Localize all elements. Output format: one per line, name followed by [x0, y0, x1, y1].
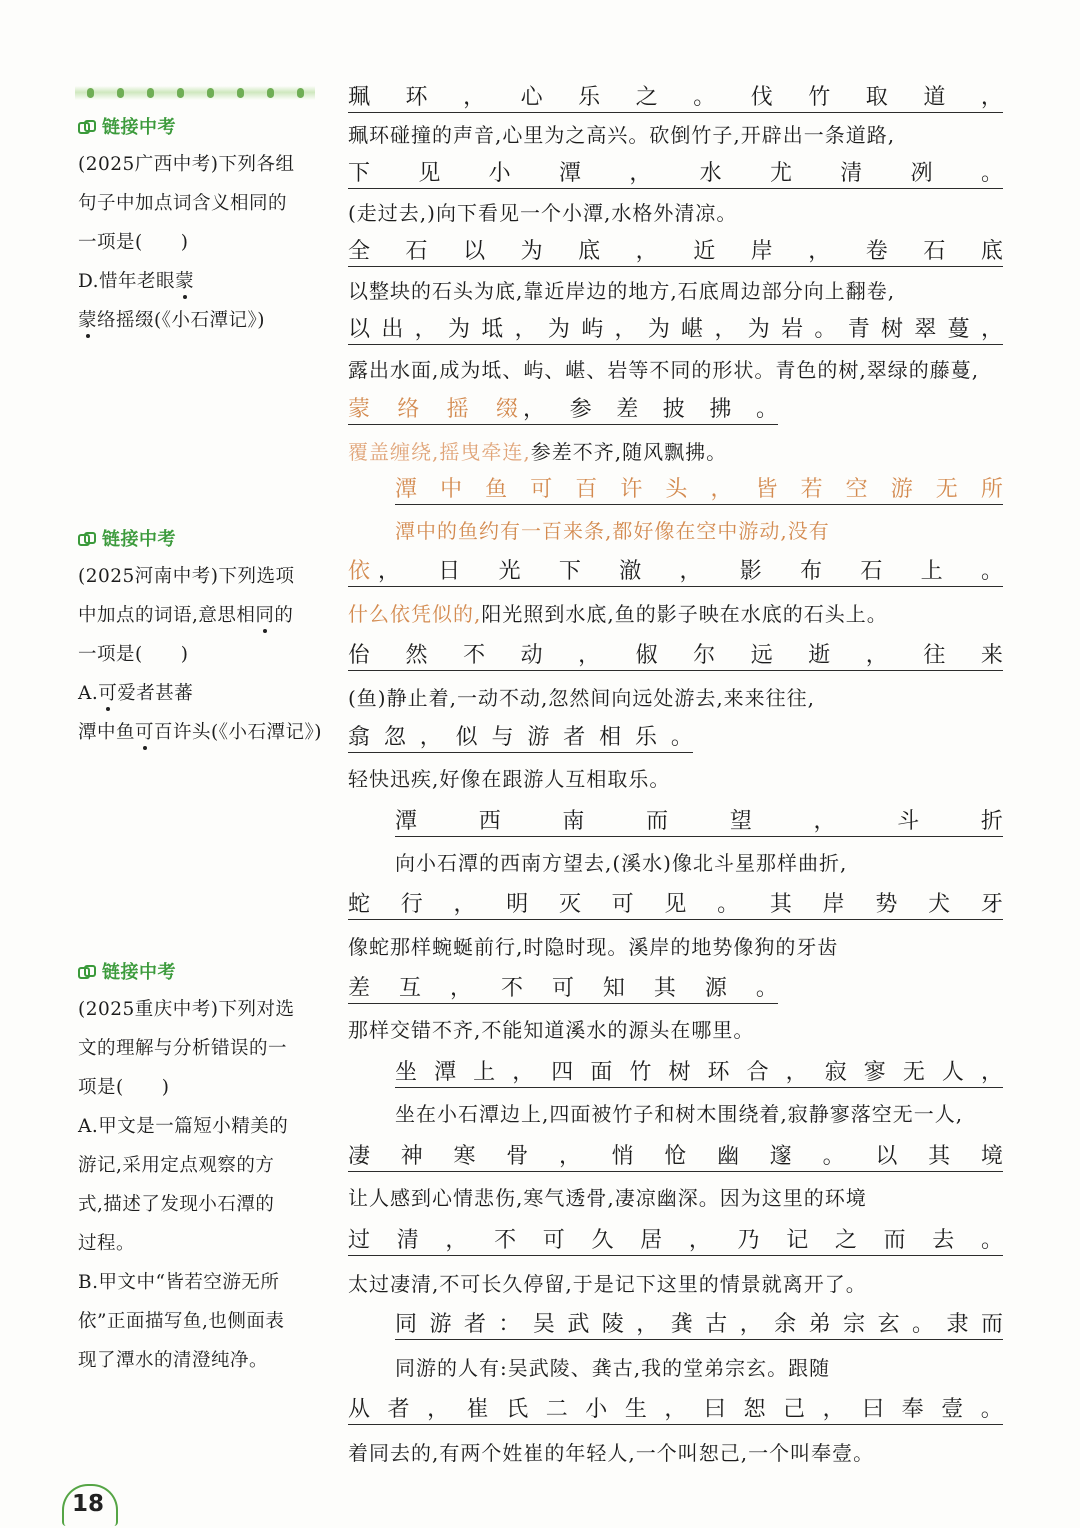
text-char: 差: [616, 397, 639, 422]
text-char: 俶: [635, 643, 658, 668]
text-char: ，: [980, 1060, 1003, 1085]
text-char: ，: [414, 317, 437, 342]
emphasis-dot-char: 蒙: [78, 301, 97, 340]
text-char: 居: [640, 1228, 663, 1253]
translation-line: 像蛇那样蜿蜒前行,时隐时现。溪岸的地势像狗的牙齿: [348, 934, 839, 959]
text-char: 嵁: [681, 317, 704, 342]
emphasis-dot-char: 同: [255, 596, 274, 635]
text-char: 尤: [769, 161, 792, 186]
text-char: 底: [980, 239, 1003, 264]
text-char: 以: [875, 1144, 898, 1169]
text-char: ，: [514, 317, 537, 342]
text-char: 竹: [808, 85, 831, 110]
text-char: 二: [545, 1397, 568, 1422]
translation-line: 珮环碰撞的声音,心里为之高兴。砍倒竹子,开辟出一条道路,: [348, 122, 896, 147]
text-char: ，: [523, 397, 546, 422]
text-char: 动: [520, 643, 543, 668]
text-char: 忽: [383, 725, 406, 750]
translation-line: 同游的人有:吴武陵、龚古,我的堂弟宗玄。跟随: [395, 1355, 831, 1380]
text-char: 相: [599, 725, 622, 750]
text-char: 可: [530, 477, 553, 502]
text-char: 以: [348, 317, 371, 342]
original-line: [348, 155, 1003, 189]
text-char: 西: [478, 809, 501, 834]
text-char: 吴: [532, 1312, 555, 1337]
text-char: 其: [653, 976, 676, 1001]
text-char: ，: [449, 976, 472, 1001]
text-char: ，: [785, 1060, 808, 1085]
text-char: 乐: [578, 85, 601, 110]
text-char: 络: [397, 397, 420, 422]
text-char: 势: [875, 892, 898, 917]
text-char: 为: [447, 317, 470, 342]
text-char: 南: [562, 809, 585, 834]
text-char: 若: [800, 477, 823, 502]
text-char: 皆: [755, 477, 778, 502]
text-char: ，: [710, 477, 733, 502]
text-char: ，: [578, 643, 601, 668]
text-char: 乃: [737, 1228, 760, 1253]
text-char: 远: [750, 643, 773, 668]
original-line: [348, 719, 693, 753]
text-char: 恕: [743, 1397, 766, 1422]
translation-line: 潭中的鱼约有一百来条,都好像在空中游动,没有: [395, 518, 830, 543]
translation-line: 向小石潭的西南方望去,(溪水)像北斗星那样曲折,: [395, 850, 848, 875]
emphasis-dot-char: 可: [98, 674, 117, 713]
text-char: ，: [714, 317, 737, 342]
translation-line: 以整块的石头为底,靠近岸边的地方,石底周边部分向上翻卷,: [348, 278, 896, 303]
text-char: 明: [506, 892, 529, 917]
text-char: ：: [498, 1312, 521, 1337]
text-char: ，: [453, 892, 476, 917]
text-char: 为: [647, 317, 670, 342]
text-char: ，: [427, 1397, 450, 1422]
text-char: 屿: [581, 317, 604, 342]
text-char: 坐: [395, 1060, 418, 1085]
translation-line: 着同去的,有两个姓崔的年轻人,一个叫恕己,一个叫奉壹。: [348, 1440, 875, 1465]
text-char: 余: [774, 1312, 797, 1337]
link-icon: [78, 532, 96, 548]
text-char: 光: [498, 559, 521, 584]
text-char: 心: [520, 85, 543, 110]
original-line: [395, 1054, 1003, 1088]
text-char: 氏: [506, 1397, 529, 1422]
text-char: 四: [551, 1060, 574, 1085]
text-char: 者: [563, 725, 586, 750]
original-line: [348, 970, 778, 1004]
text-char: 环: [707, 1060, 730, 1085]
text-char: 者: [387, 1397, 410, 1422]
text-char: 崔: [466, 1397, 489, 1422]
text-char: 下: [348, 161, 371, 186]
text-char: 小: [585, 1397, 608, 1422]
text-char: ，: [378, 559, 401, 584]
text-char: 从: [348, 1397, 371, 1422]
highlight-phrase: [348, 392, 518, 423]
text-char: 全: [348, 239, 371, 264]
text-char: 隶: [946, 1312, 969, 1337]
text-char: 潭: [395, 477, 418, 502]
text-char: ，: [980, 85, 1003, 110]
text-char: 岩: [781, 317, 804, 342]
text-char: 。: [980, 1228, 1003, 1253]
text-char: 所: [980, 477, 1003, 502]
text-char: 取: [865, 85, 888, 110]
text-char: 龚: [670, 1312, 693, 1337]
text-char: 鱼: [485, 477, 508, 502]
text-char: 。: [912, 1312, 935, 1337]
translation-line: (鱼)静止着,一动不动,忽然间向远处游去,来来往往,: [348, 685, 816, 710]
text-char: ，: [614, 317, 637, 342]
text-char: 中: [440, 477, 463, 502]
original-line: [348, 79, 1003, 113]
option-a: A.可爱者甚蕃: [78, 674, 328, 713]
text-char: 无: [935, 477, 958, 502]
text-char: 过: [348, 1228, 371, 1253]
text-char: 怆: [664, 1144, 687, 1169]
text-char: 记: [786, 1228, 809, 1253]
text-char: 尔: [693, 643, 716, 668]
text-char: ，: [980, 317, 1003, 342]
text-char: 清: [840, 161, 863, 186]
text-char: 而: [883, 1228, 906, 1253]
text-char: 竹: [629, 1060, 652, 1085]
text-char: 树: [668, 1060, 691, 1085]
text-char: 为: [747, 317, 770, 342]
text-char: 。: [755, 397, 778, 422]
text-char: 见: [664, 892, 687, 917]
link-icon: [78, 120, 96, 136]
translation-line: 覆盖缠绕,摇曳牵连, 参差不齐,随风飘拂。: [348, 430, 1003, 470]
sidebar-block-1: 链接中考 (2025广西中考)下列各组 句子中加点词含义相同的 一项是( ) D.惜年老眼蒙 蒙络摇缀(《小石潭记》): [78, 111, 328, 340]
text-char: 生: [624, 1397, 647, 1422]
text-char: 望: [729, 809, 752, 834]
text-char: 知: [602, 976, 625, 1001]
text-char: 以: [463, 239, 486, 264]
text-char: 斗: [897, 809, 920, 834]
original-line: [395, 1306, 1003, 1340]
translation-line: 太过凄清,不可长久停留,于是记下这里的情景就离开了。: [348, 1271, 867, 1296]
text-char: 披: [662, 397, 685, 422]
text-char: 。: [670, 725, 693, 750]
text-char: 犬: [928, 892, 951, 917]
text-char: 小: [488, 161, 511, 186]
text-char: 行: [400, 892, 423, 917]
text-char: 岸: [822, 892, 845, 917]
text-char: 往: [923, 643, 946, 668]
text-char: 人: [941, 1060, 964, 1085]
translation-line: 什么依凭似的, 阳光照到水底,鱼的影子映在水底的石头上。: [348, 601, 888, 626]
text-char: 牙: [980, 892, 1003, 917]
text-char: 源: [704, 976, 727, 1001]
text-char: 而: [646, 809, 669, 834]
text-char: 骨: [506, 1144, 529, 1169]
text-char: 可: [551, 976, 574, 1001]
text-char: 久: [591, 1228, 614, 1253]
text-char: 潭: [434, 1060, 457, 1085]
text-char: 冽: [910, 161, 933, 186]
text-char: 同: [395, 1312, 418, 1337]
text-char: 壹: [941, 1397, 964, 1422]
text-char: 青: [847, 317, 870, 342]
sidebar-block-3: 链接中考 (2025重庆中考)下列对选 文的理解与分析错误的一 项是( ) A.甲文是一篇短小精美的 游记,采用定点观察的方 式,描述了发现小石潭的 过程。 B.甲文中“皆若空游无所 依”正面描写鱼,也侧面表 现了潭水的清澄纯净。: [78, 956, 328, 1380]
text-char: 。: [693, 85, 716, 110]
emphasis-dot-char: 可: [135, 713, 154, 752]
text-char: 神: [400, 1144, 423, 1169]
text-char: 上: [920, 559, 943, 584]
text-char: ，: [808, 239, 831, 264]
text-char: 来: [980, 643, 1003, 668]
emphasis-dot-char: 蒙: [175, 262, 194, 301]
text-char: 去: [932, 1228, 955, 1253]
option-source: 潭中鱼可百许头(《小石潭记》): [78, 713, 328, 752]
text-char: 清: [396, 1228, 419, 1253]
text-char: 坻: [481, 317, 504, 342]
text-char: 乐: [635, 725, 658, 750]
text-char: 见: [418, 161, 441, 186]
text-char: 不: [494, 1228, 517, 1253]
sidebar-block-2: 链接中考 (2025河南中考)下列选项 中加点的词语,意思相同的 一项是( ) A.可爱者甚蕃 潭中鱼可百许头(《小石潭记》): [78, 523, 328, 752]
text-char: 。: [755, 976, 778, 1001]
text-char: 许: [620, 477, 643, 502]
text-char: 环: [405, 85, 428, 110]
text-char: ，: [822, 1397, 845, 1422]
text-char: 游: [890, 477, 913, 502]
text-char: 百: [575, 477, 598, 502]
text-char: 灭: [558, 892, 581, 917]
translation-line: 轻快迅疾,好像在跟游人互相取乐。: [348, 766, 671, 791]
text-char: 武: [567, 1312, 590, 1337]
text-char: 互: [398, 976, 421, 1001]
text-char: 之: [834, 1228, 857, 1253]
original-line: [348, 1222, 1003, 1256]
text-char: 面: [590, 1060, 613, 1085]
translation-line: 那样交错不齐,不能知道溪水的源头在哪里。: [348, 1017, 755, 1042]
option-source: 蒙络摇缀(《小石潭记》): [78, 301, 328, 340]
sidebar-title: 链接中考: [78, 111, 328, 145]
text-char: 蔓: [947, 317, 970, 342]
text-char: 。: [980, 1397, 1003, 1422]
text-char: 可: [542, 1228, 565, 1253]
text-char: 石: [923, 239, 946, 264]
translation-line: (走过去,)向下看见一个小潭,水格外清凉。: [348, 200, 738, 225]
text-char: 可: [611, 892, 634, 917]
text-char: 折: [980, 809, 1003, 834]
text-char: 似: [455, 725, 478, 750]
text-char: 缀: [495, 397, 518, 422]
text-char: ，: [419, 725, 442, 750]
text-char: 。: [814, 317, 837, 342]
text-char: 上: [473, 1060, 496, 1085]
text-char: 翠: [914, 317, 937, 342]
original-line: [348, 311, 1003, 345]
link-icon: [78, 965, 96, 981]
text-char: 其: [928, 1144, 951, 1169]
text-char: 其: [769, 892, 792, 917]
text-char: 不: [500, 976, 523, 1001]
text-char: 翕: [348, 725, 371, 750]
text-char: 为: [547, 317, 570, 342]
text-char: 为: [520, 239, 543, 264]
original-line: [348, 553, 1003, 587]
text-char: 树: [881, 317, 904, 342]
text-char: ，: [865, 643, 888, 668]
text-char: 水: [699, 161, 722, 186]
text-char: 依: [348, 559, 371, 584]
text-char: ，: [512, 1060, 535, 1085]
text-char: 己: [783, 1397, 806, 1422]
text-char: 弟: [808, 1312, 831, 1337]
text-char: 蒙: [348, 397, 371, 422]
text-char: 近: [693, 239, 716, 264]
text-char: 然: [405, 643, 428, 668]
text-char: 者: [463, 1312, 486, 1337]
text-char: 曰: [703, 1397, 726, 1422]
text-char: 寥: [863, 1060, 886, 1085]
text-char: ，: [629, 161, 652, 186]
sidebar-title: 链接中考: [78, 523, 328, 557]
text-char: 陵: [601, 1312, 624, 1337]
text-char: 玄: [877, 1312, 900, 1337]
text-char: ，: [739, 1312, 762, 1337]
text-char: 摇: [446, 397, 469, 422]
text-char: 古: [705, 1312, 728, 1337]
text-char: 逝: [808, 643, 831, 668]
text-char: ，: [558, 1144, 581, 1169]
original-line: [348, 391, 778, 425]
text-char: 底: [578, 239, 601, 264]
original-line: [348, 1138, 1003, 1172]
original-line: [395, 471, 1003, 505]
text-char: 幽: [717, 1144, 740, 1169]
text-char: 。: [822, 1144, 845, 1169]
text-char: 。: [980, 161, 1003, 186]
text-char: 差: [348, 976, 371, 1001]
text-char: 石: [405, 239, 428, 264]
text-char: 与: [491, 725, 514, 750]
text-char: 参: [569, 397, 592, 422]
highlight-translation: 覆盖缠绕,摇曳牵连,: [348, 439, 531, 464]
text-char: 蛇: [348, 892, 371, 917]
text-char: 卷: [865, 239, 888, 264]
text-char: ，: [445, 1228, 468, 1253]
text-char: ，: [463, 85, 486, 110]
original-line: [395, 803, 1003, 837]
text-char: 寒: [453, 1144, 476, 1169]
translation-line: 让人感到心情悲伤,寒气透骨,凄凉幽深。因为这里的环境: [348, 1185, 867, 1210]
text-char: 澈: [619, 559, 642, 584]
text-char: 宗: [843, 1312, 866, 1337]
text-char: 游: [527, 725, 550, 750]
text-char: 潭: [558, 161, 581, 186]
text-char: 石: [860, 559, 883, 584]
text-char: 而: [980, 1312, 1003, 1337]
option-d: D.惜年老眼蒙: [78, 262, 328, 301]
text-char: ，: [679, 559, 702, 584]
text-char: 伐: [750, 85, 773, 110]
translation-line: 坐在小石潭边上,四面被竹子和树木围绕着,寂静寥落空无一人,: [395, 1101, 964, 1126]
text-char: 凄: [348, 1144, 371, 1169]
text-char: ，: [813, 809, 836, 834]
text-char: ，: [636, 1312, 659, 1337]
text-char: 悄: [611, 1144, 634, 1169]
text-char: 布: [800, 559, 823, 584]
original-line: [348, 233, 1003, 267]
text-char: 道: [923, 85, 946, 110]
text-char: 之: [635, 85, 658, 110]
text-char: 影: [739, 559, 762, 584]
text-char: 潭: [395, 809, 418, 834]
text-char: 空: [845, 477, 868, 502]
original-line: [348, 637, 1003, 671]
text-char: 佁: [348, 643, 371, 668]
text-char: ，: [688, 1228, 711, 1253]
text-char: 邃: [769, 1144, 792, 1169]
text-char: 出: [381, 317, 404, 342]
text-char: 岸: [750, 239, 773, 264]
original-line: [348, 886, 1003, 920]
text-char: 奉: [901, 1397, 924, 1422]
text-char: 头: [665, 477, 688, 502]
text-char: 。: [980, 559, 1003, 584]
text-char: 日: [438, 559, 461, 584]
text-char: ，: [635, 239, 658, 264]
sidebar-title: 链接中考: [78, 956, 328, 990]
text-char: 曰: [862, 1397, 885, 1422]
text-char: 拂: [709, 397, 732, 422]
text-char: 。: [717, 892, 740, 917]
text-char: 游: [429, 1312, 452, 1337]
text-char: 寂: [824, 1060, 847, 1085]
text-char: 境: [980, 1144, 1003, 1169]
text-char: 不: [463, 643, 486, 668]
top-decoration: [75, 86, 315, 100]
original-line: [348, 1391, 1003, 1425]
translation-line: 露出水面,成为坻、屿、嵁、岩等不同的形状。青色的树,翠绿的藤蔓,: [348, 357, 980, 382]
text-char: 无: [902, 1060, 925, 1085]
text-char: ，: [664, 1397, 687, 1422]
text-char: 合: [746, 1060, 769, 1085]
text-char: 下: [558, 559, 581, 584]
page-number: 18: [66, 1484, 110, 1524]
text-char: 珮: [348, 85, 371, 110]
